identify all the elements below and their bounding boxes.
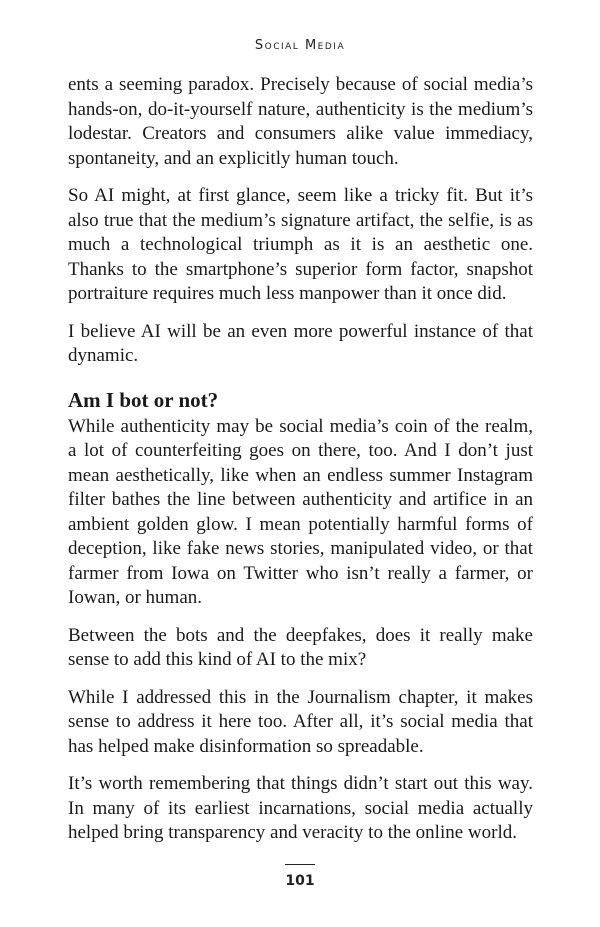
footer-rule	[285, 864, 315, 865]
body-text	[68, 73, 533, 859]
paragraph: So AI might, at first glance, seem like a tricky fit. But it’s also true that the medium’s signature artifact, the selfie, is as much a technological triumph as it is an aesthetic one. Thanks to the smartphone’s superior form factor, snapshot portraiture requires much less manpower than it once did.	[68, 185, 533, 304]
paragraph: It’s worth remembering that things didn’t start out this way. In many of its earliest incarnations, social media actually helped bring transparency and veracity to the online world.	[68, 773, 533, 843]
page-number: 101	[285, 873, 315, 889]
paragraph: While authenticity may be social media’s coin of the realm, a lot of counterfeiting goes on there, too. And I don’t just mean aesthetically, like when an endless summer Instagram filter bathes the line between authenticity and artifice in an ambient golden glow. I mean potentially harmful forms of deception, like fake news stories, manipulated video, or that farmer from Iowa on Twitter who isn’t really a farmer, or Iowan, or human.	[68, 415, 533, 608]
paragraph: ents a seeming paradox. Precisely because of social media’s hands-on, do-it-yourself nature, authenticity is the medium’s lodestar. Creators and consumers alike value immediacy, spontaneity, and an explicitly human touch.	[68, 74, 533, 169]
paragraph: While I addressed this in the Journalism chapter, it makes sense to address it here too. After all, it’s social media that has helped make disinformation so spreadable.	[68, 686, 533, 757]
paragraph: Between the bots and the deepfakes, does it really make sense to add this kind of AI to the mix?	[68, 624, 533, 670]
running-head: Social Media	[254, 38, 346, 53]
paragraph: I believe AI will be an even more powerful instance of that dynamic.	[68, 320, 533, 366]
section-heading: Am I bot or not?	[68, 387, 219, 412]
